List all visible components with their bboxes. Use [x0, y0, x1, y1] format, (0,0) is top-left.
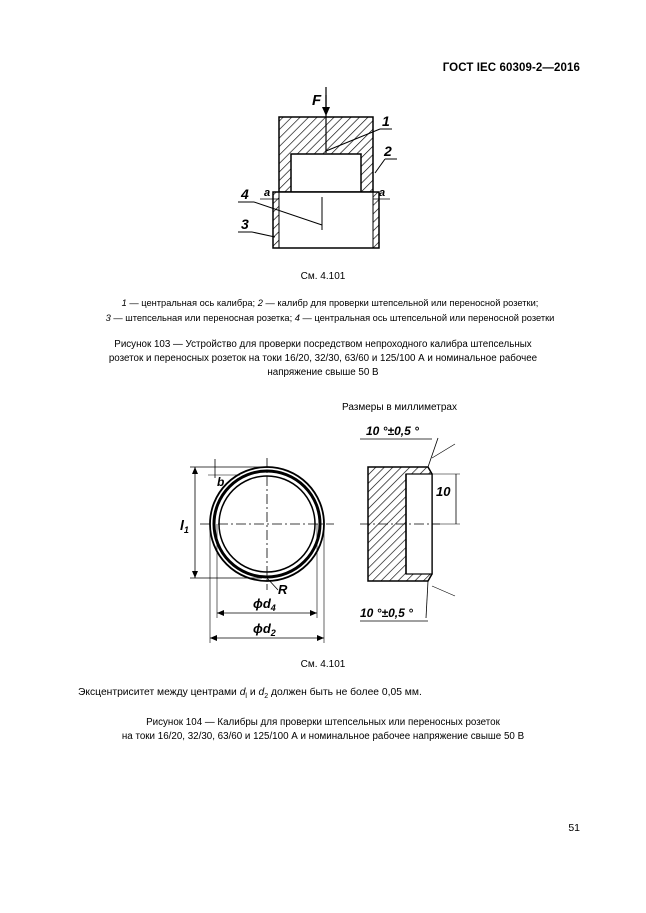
ecc-sub2: 2	[264, 693, 269, 701]
legend-text-4: — центральная ось штепсельной или переносной розетки	[299, 313, 555, 323]
label-3: 3	[241, 216, 249, 232]
label-4: 4	[241, 186, 249, 202]
dim-a-right: a	[379, 187, 386, 199]
gauge-cavity	[291, 154, 361, 192]
legend-text-2: — калибр для проверки штепсельной или переносной розетки;	[262, 298, 539, 308]
socket-body	[273, 192, 379, 248]
caption-line: на токи 16/20, 32/30, 63/60 и 125/100 А и номинальное рабочее напряжение свыше 50 В	[121, 731, 525, 742]
fig103-legend	[70, 296, 590, 326]
caption-line: розеток и переносных розеток на токи 16/20, 32/30, 63/60 и 125/100 А и номинальное рабочее	[108, 353, 538, 364]
legend-text-3: — штепсельная или переносная розетка;	[110, 313, 295, 323]
page-number: 51	[568, 822, 580, 834]
caption-line: напряжение свыше 50 В	[267, 367, 379, 378]
ecc-pre: Эксцентриситет между центрами	[78, 687, 240, 698]
ecc-d2: d	[258, 687, 265, 698]
figure-103-drawing	[230, 85, 410, 255]
ecc-sub1: l	[245, 693, 247, 701]
legend-num-2: 2	[257, 298, 263, 308]
figure-104-caption	[60, 716, 586, 744]
dim-angle-bottom: 10 °±0,5 °	[360, 606, 413, 620]
label-2: 2	[384, 143, 392, 159]
force-arrow	[322, 107, 330, 116]
label-1: 1	[382, 113, 390, 129]
legend-num-4: 4	[294, 313, 300, 323]
dim-l1: $l_1$	[180, 517, 189, 535]
dim-R: R	[278, 582, 288, 597]
fig104-see-ref: См. 4.101	[300, 659, 346, 670]
dim-a-left: a	[264, 187, 271, 199]
caption-line: Рисунок 103 — Устройство для проверки посредством непроходного калибра штепсельных	[114, 339, 532, 350]
ecc-post: должен быть не более 0,05 мм.	[268, 687, 422, 698]
dim-d2: $\phi d_2$	[253, 621, 276, 638]
units-note: Размеры в миллиметрах	[342, 402, 457, 413]
force-label: F	[312, 92, 322, 109]
legend-num-3: 3	[105, 313, 111, 323]
standard-header: ГОСТ IEC 60309-2—2016	[442, 62, 580, 74]
legend-num-1: 1	[121, 298, 127, 308]
ecc-mid: и	[246, 687, 259, 698]
dim-b: b	[217, 475, 225, 489]
legend-text-1: — центральная ось калибра;	[126, 298, 258, 308]
dim-d4: $\phi d_4$	[253, 596, 276, 613]
ecc-d1: d	[239, 687, 246, 698]
fig103-see-ref: См. 4.101	[300, 271, 346, 282]
figure-103-caption	[60, 338, 586, 380]
caption-line: Рисунок 104 — Калибры для проверки штепсельных или переносных розеток	[146, 717, 500, 728]
eccentricity-note	[78, 687, 422, 700]
dim-angle-top: 10 °±0,5 °	[366, 424, 419, 438]
dim-10: 10	[436, 484, 451, 499]
figure-104-drawing	[170, 418, 480, 648]
